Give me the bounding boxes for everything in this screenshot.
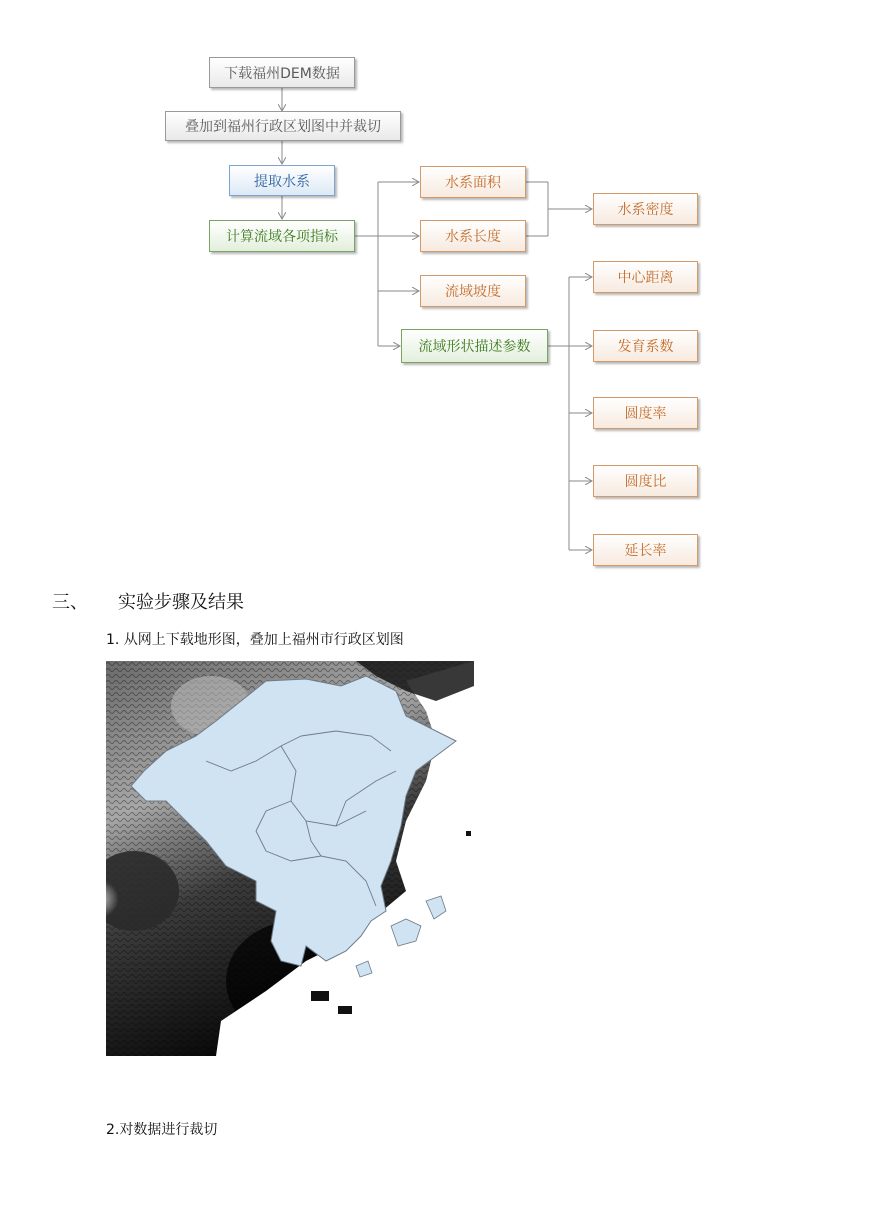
step1-text: 1. 从网上下载地形图，叠加上福州市行政区划图 [106,632,404,648]
node-water-length: 水系长度 [420,220,526,252]
step-overlay-clip: 叠加到福州行政区划图中并裁切 [165,111,401,141]
dem-overlay-map [106,661,474,1056]
node-water-area: 水系面积 [420,166,526,198]
node-center-distance: 中心距离 [593,261,698,293]
section-heading [52,588,244,614]
node-water-density: 水系密度 [593,193,698,225]
node-elongation: 延长率 [593,534,698,566]
section-title: 实验步骤及结果 [118,592,244,613]
step-extract-water: 提取水系 [229,165,335,196]
step-compute-indices: 计算流域各项指标 [209,220,355,252]
step2-text: 2.对数据进行裁切 [106,1122,218,1138]
step-download-dem: 下载福州DEM数据 [209,57,355,88]
node-circularity-ratio: 圆度比 [593,465,698,497]
node-circularity-rate: 圆度率 [593,397,698,429]
node-development-coef: 发育系数 [593,330,698,362]
map-image [106,661,474,1056]
node-shape-params: 流域形状描述参数 [401,329,548,363]
section-number: 三、 [52,592,88,613]
node-basin-slope: 流域坡度 [420,275,526,307]
